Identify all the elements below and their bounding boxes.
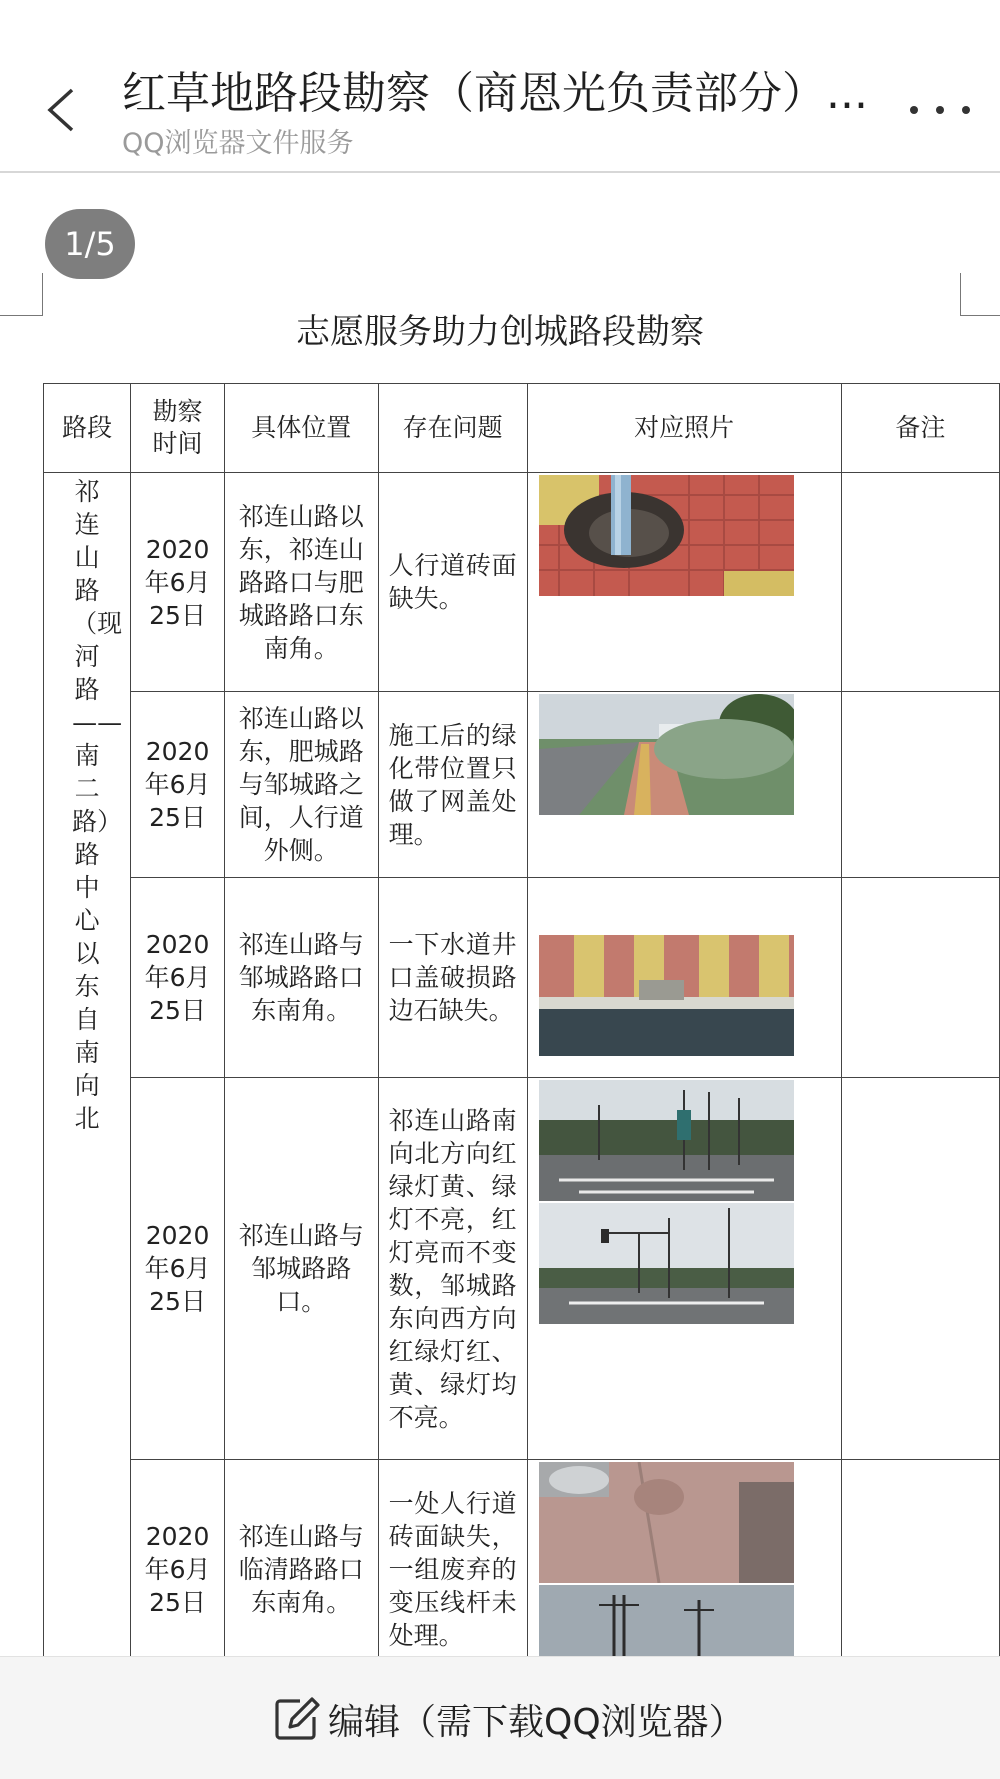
back-button[interactable]	[36, 82, 92, 138]
issue-cell: 祁连山路南向北方向红绿灯黄、绿灯不亮，红灯亮而不变数，邹城路东向西方向红绿灯红、黄、绿灯均不亮。	[378, 1078, 527, 1460]
column-header: 对应照片	[527, 384, 841, 473]
photo-cell	[527, 692, 841, 878]
table-row	[44, 473, 1000, 692]
column-header: 路段	[44, 384, 131, 473]
damaged-sidewalk-photo[interactable]	[539, 1462, 794, 1583]
more-dots-icon	[910, 106, 918, 114]
survey-table	[43, 383, 1000, 1656]
survey-time: 2020年6月25日	[144, 534, 211, 630]
app-header	[0, 0, 1000, 172]
location-cell: 祁连山路以东，祁连山路路口与肥城路路口东南角。	[224, 473, 378, 692]
column-header: 备注	[841, 384, 999, 473]
column-header: 存在问题	[378, 384, 527, 473]
edit-button[interactable]	[270, 1689, 745, 1749]
green-belt-photo[interactable]	[539, 694, 794, 815]
column-header: 具体位置	[224, 384, 378, 473]
issue-cell: 施工后的绿化带位置只做了网盖处理。	[378, 692, 527, 878]
note-cell	[841, 1460, 999, 1657]
location-cell: 祁连山路与邹城路路口东南角。	[224, 878, 378, 1078]
survey-time: 2020年6月25日	[144, 930, 211, 1025]
edit-button-label: 编辑（需下载QQ浏览器）	[328, 1701, 745, 1743]
location-cell: 祁连山路以东，肥城路与邹城路之间，人行道外侧。	[224, 692, 378, 878]
document-viewer[interactable]	[0, 173, 1000, 1656]
note-cell	[841, 692, 999, 878]
location-cell: 祁连山路与邹城路路口。	[224, 1078, 378, 1460]
note-cell	[841, 473, 999, 692]
pole-sidewalk-photo[interactable]	[539, 475, 794, 596]
segment-text: 祁连山路（现河路——南二路）路中心以东自南向北	[72, 477, 123, 1133]
survey-time: 2020年6月25日	[144, 1221, 211, 1316]
utility-pole-photo[interactable]	[539, 1585, 794, 1656]
edit-icon	[270, 1693, 322, 1745]
column-header: 勘察时间	[131, 384, 225, 473]
curb-photo[interactable]	[539, 935, 794, 1056]
intersection-photo-1[interactable]	[539, 1080, 794, 1201]
photo-cell	[527, 1078, 841, 1460]
service-subtitle: QQ浏览器文件服务	[122, 128, 354, 159]
intersection-photo-2[interactable]	[539, 1203, 794, 1324]
chevron-left-icon	[36, 82, 92, 138]
issue-cell: 一处人行道砖面缺失，一组废弃的变压线杆未处理。	[378, 1460, 527, 1657]
table-row	[44, 1078, 1000, 1460]
page-indicator: 1/5	[45, 209, 135, 279]
photo-cell	[527, 878, 841, 1078]
doc-heading: 志愿服务助力创城路段勘察	[296, 312, 704, 352]
survey-time: 2020年6月25日	[144, 1521, 211, 1617]
segment-cell	[44, 473, 131, 1657]
table-row	[44, 1460, 1000, 1657]
document-title: 红草地路段勘察（商恩光负责部分）...	[122, 68, 868, 119]
table-row	[44, 878, 1000, 1078]
photo-cell	[527, 473, 841, 692]
more-options-button[interactable]	[906, 88, 980, 128]
table-row	[44, 692, 1000, 878]
note-cell	[841, 878, 999, 1078]
survey-time: 2020年6月25日	[144, 737, 211, 832]
issue-cell: 人行道砖面缺失。	[378, 473, 527, 692]
photo-cell	[527, 1460, 841, 1657]
issue-cell: 一下水道井口盖破损路边石缺失。	[378, 878, 527, 1078]
bottom-action-bar	[0, 1656, 1000, 1779]
location-cell: 祁连山路与临清路路口东南角。	[224, 1460, 378, 1657]
note-cell	[841, 1078, 999, 1460]
